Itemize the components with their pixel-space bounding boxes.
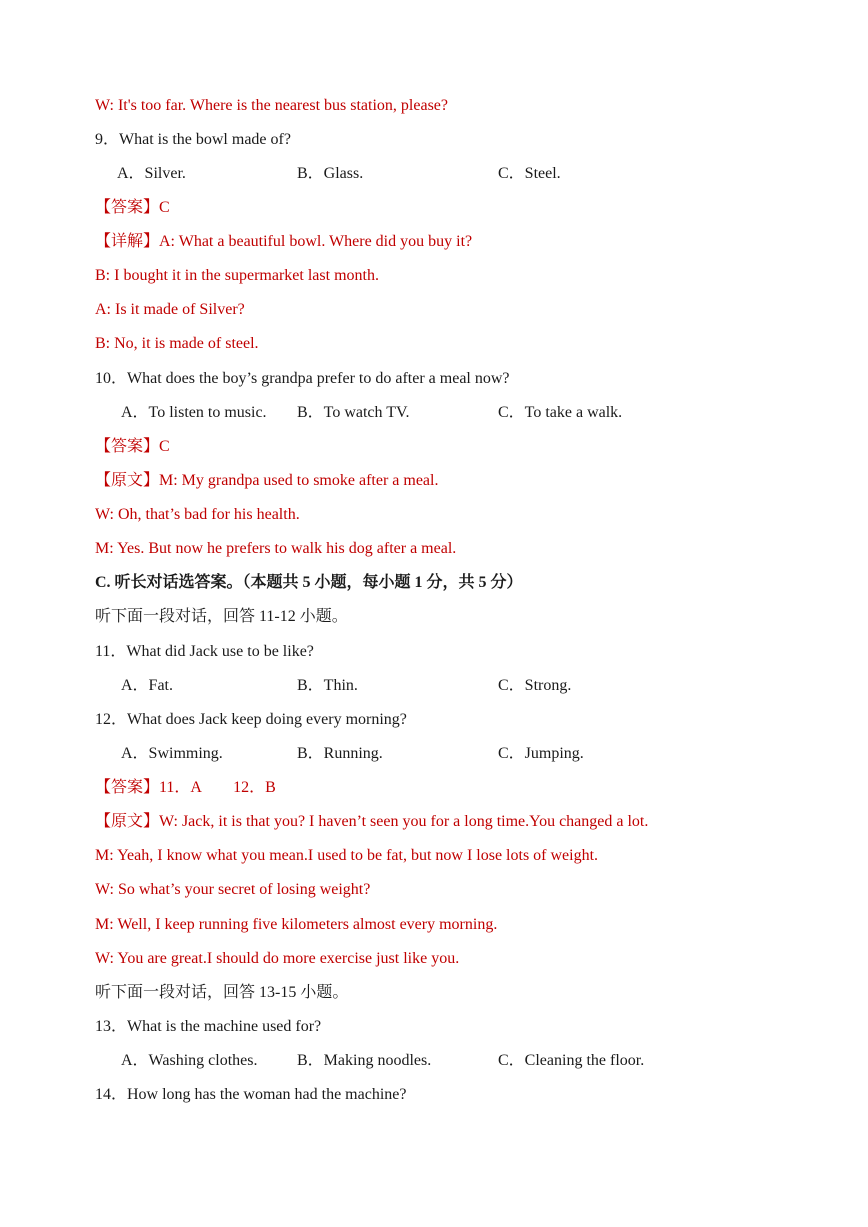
q10-option-b: B．To watch TV. <box>297 404 410 421</box>
transcript-line: W: It's too far. Where is the nearest bus station, please? <box>95 97 448 114</box>
q12-option-b: B．Running. <box>297 745 383 762</box>
dialogue-intro: 听下面一段对话，回答 13-15 小题。 <box>95 984 349 1001</box>
q13-option-b: B．Making noodles. <box>297 1052 432 1069</box>
question-10: 10．What does the boy’s grandpa prefer to do after a meal now? <box>95 370 510 387</box>
transcript-line: W: You are great.I should do more exercise just like you. <box>95 950 460 967</box>
q9-option-c: C．Steel. <box>498 165 561 182</box>
q11-option-b: B．Thin. <box>297 677 358 694</box>
q12-option-c: C．Jumping. <box>498 745 584 762</box>
question-12: 12．What does Jack keep doing every morning? <box>95 711 407 728</box>
answer-line: 【答案】C <box>95 199 170 216</box>
answer-line: 【答案】C <box>95 438 170 455</box>
question-13: 13．What is the machine used for? <box>95 1018 322 1035</box>
transcript-line: M: Yes. But now he prefers to walk his dog after a meal. <box>95 540 457 557</box>
transcript-line: B: I bought it in the supermarket last month. <box>95 267 379 284</box>
section-heading: C. 听长对话选答案。（本题共 5 小题，每小题 1 分，共 5 分） <box>95 574 523 591</box>
q12-option-a: A．Swimming. <box>121 745 223 762</box>
q13-option-a: A．Washing clothes. <box>121 1052 258 1069</box>
dialogue-intro: 听下面一段对话，回答 11-12 小题。 <box>95 608 348 625</box>
question-9: 9．What is the bowl made of? <box>95 131 291 148</box>
transcript-line: 【原文】M: My grandpa used to smoke after a meal. <box>95 472 439 489</box>
q11-option-c: C．Strong. <box>498 677 572 694</box>
transcript-line: W: Oh, that’s bad for his health. <box>95 506 300 523</box>
transcript-line: A: Is it made of Silver? <box>95 301 245 318</box>
answer-line: 【答案】11．A 12．B <box>95 779 276 796</box>
question-14: 14．How long has the woman had the machine? <box>95 1086 407 1103</box>
q9-option-a: A．Silver. <box>117 165 186 182</box>
transcript-line: M: Yeah, I know what you mean.I used to be fat, but now I lose lots of weight. <box>95 847 599 864</box>
q13-option-c: C．Cleaning the floor. <box>498 1052 645 1069</box>
q10-option-a: A．To listen to music. <box>121 404 267 421</box>
explanation-line: 【详解】A: What a beautiful bowl. Where did you buy it? <box>95 233 473 250</box>
question-11: 11．What did Jack use to be like? <box>95 643 314 660</box>
q10-option-c: C．To take a walk. <box>498 404 623 421</box>
transcript-line: 【原文】W: Jack, it is that you? I haven’t seen you for a long time.You changed a lot. <box>95 813 649 830</box>
q11-option-a: A．Fat. <box>121 677 174 694</box>
transcript-line: M: Well, I keep running five kilometers almost every morning. <box>95 916 498 933</box>
transcript-line: W: So what’s your secret of losing weight? <box>95 881 371 898</box>
q9-option-b: B．Glass. <box>297 165 364 182</box>
transcript-line: B: No, it is made of steel. <box>95 335 259 352</box>
